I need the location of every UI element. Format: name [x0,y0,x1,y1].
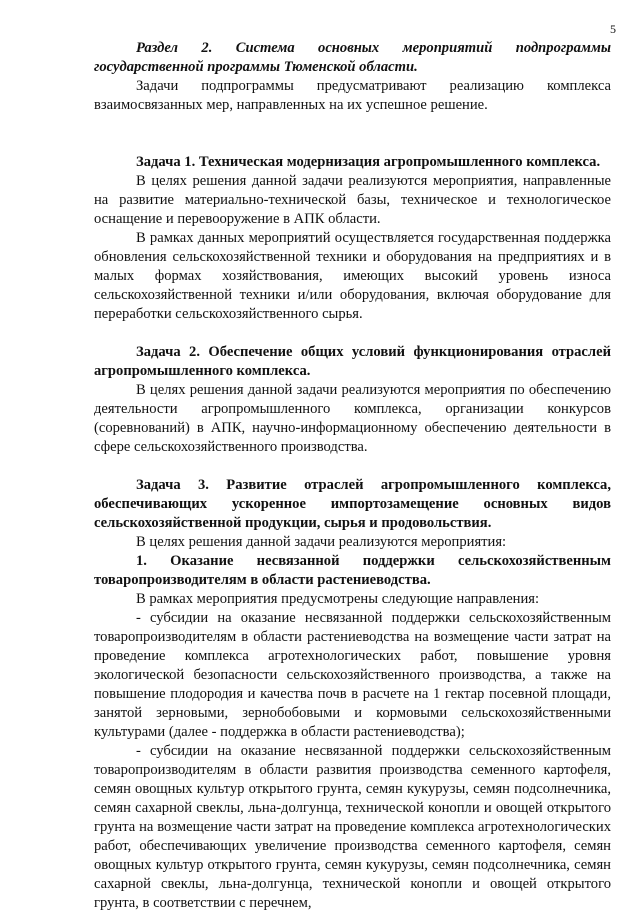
task1-heading: Задача 1. Техническая модернизация агропромышленного комплекса. [136,154,601,170]
measure1-heading: 1. Оказание несвязанной поддержки сельскохозяйственным товаропроизводителям в области растениеводства. [94,553,611,588]
task3-heading: Задача 3. Развитие отраслей агропромышленного комплекса, обеспечивающих ускоренное импортозамещение основных видов сельскохозяйственной продукции, сырья и продовольствия. [94,477,611,531]
task1-paragraph: В рамках данных мероприятий осуществляется государственная поддержка обновления сельскохозяйственной техники и оборудования на предприятиях и в малых формах хозяйствования, имеющих высокий уровень износа сельскохозяйственной техники и/или оборудования, включая оборудование для переработки сельскохозяйственного сырья. [94,230,611,322]
task2-heading: Задача 2. Обеспечение общих условий функционирования отраслей агропромышленного комплекса. [94,344,611,379]
page-number: 5 [610,22,616,36]
section-heading: Раздел 2. Система основных мероприятий подпрограммы государственной программы Тюменской области. [94,40,611,75]
measure1-intro: В рамках мероприятия предусмотрены следующие направления: [136,591,540,607]
task2-paragraph: В целях решения данной задачи реализуются мероприятия по обеспечению деятельности агропромышленного комплекса, организации конкурсов (соревнований) в АПК, научно-информационному обеспечению деятельности в сфере сельскохозяйственного производства. [94,382,611,455]
task1-paragraph: В целях решения данной задачи реализуются мероприятия, направленные на развитие материально-технической базы, техническое и технологическое оснащение и перевооружение в АПК области. [94,173,611,227]
section-intro: Задачи подпрограммы предусматривают реализацию комплекса взаимосвязанных мер, направленных на их успешное решение. [94,78,611,113]
document-body [94,39,611,913]
list-item: - субсидии на оказание несвязанной поддержки сельскохозяйственным товаропроизводителям в области развития производства семенного картофеля, семян овощных культур открытого грунта, семян кукурузы, семян подсолнечника, семян сахарной свеклы, льна-долгунца, технической конопли и овощей открытого грунта на возмещение части затрат на проведение комплекса агротехнологических работ, обеспечивающих увеличение производства семенного картофеля, семян овощных культур открытого грунта, семян кукурузы, семян подсолнечника, семян сахарной свеклы, льна-долгунца, технической конопли и овощей открытого грунта, в соответствии с перечнем, [94,743,611,911]
spacer [94,115,611,134]
spacer [94,134,611,153]
list-item: - субсидии на оказание несвязанной поддержки сельскохозяйственным товаропроизводителям в области растениеводства на возмещение части затрат на проведение комплекса агротехнологических работ, повышение уровня экологической безопасности сельскохозяйственного производства, а также на повышение плодородия и качества почв в расчете на 1 гектар посевной площади, занятой зерновыми, зернобобовыми и кормовыми сельскохозяйственными культурами (далее - поддержка в области растениеводства); [94,610,611,740]
spacer [94,457,611,476]
spacer [94,324,611,343]
task3-intro: В целях решения данной задачи реализуются мероприятия: [136,534,507,550]
